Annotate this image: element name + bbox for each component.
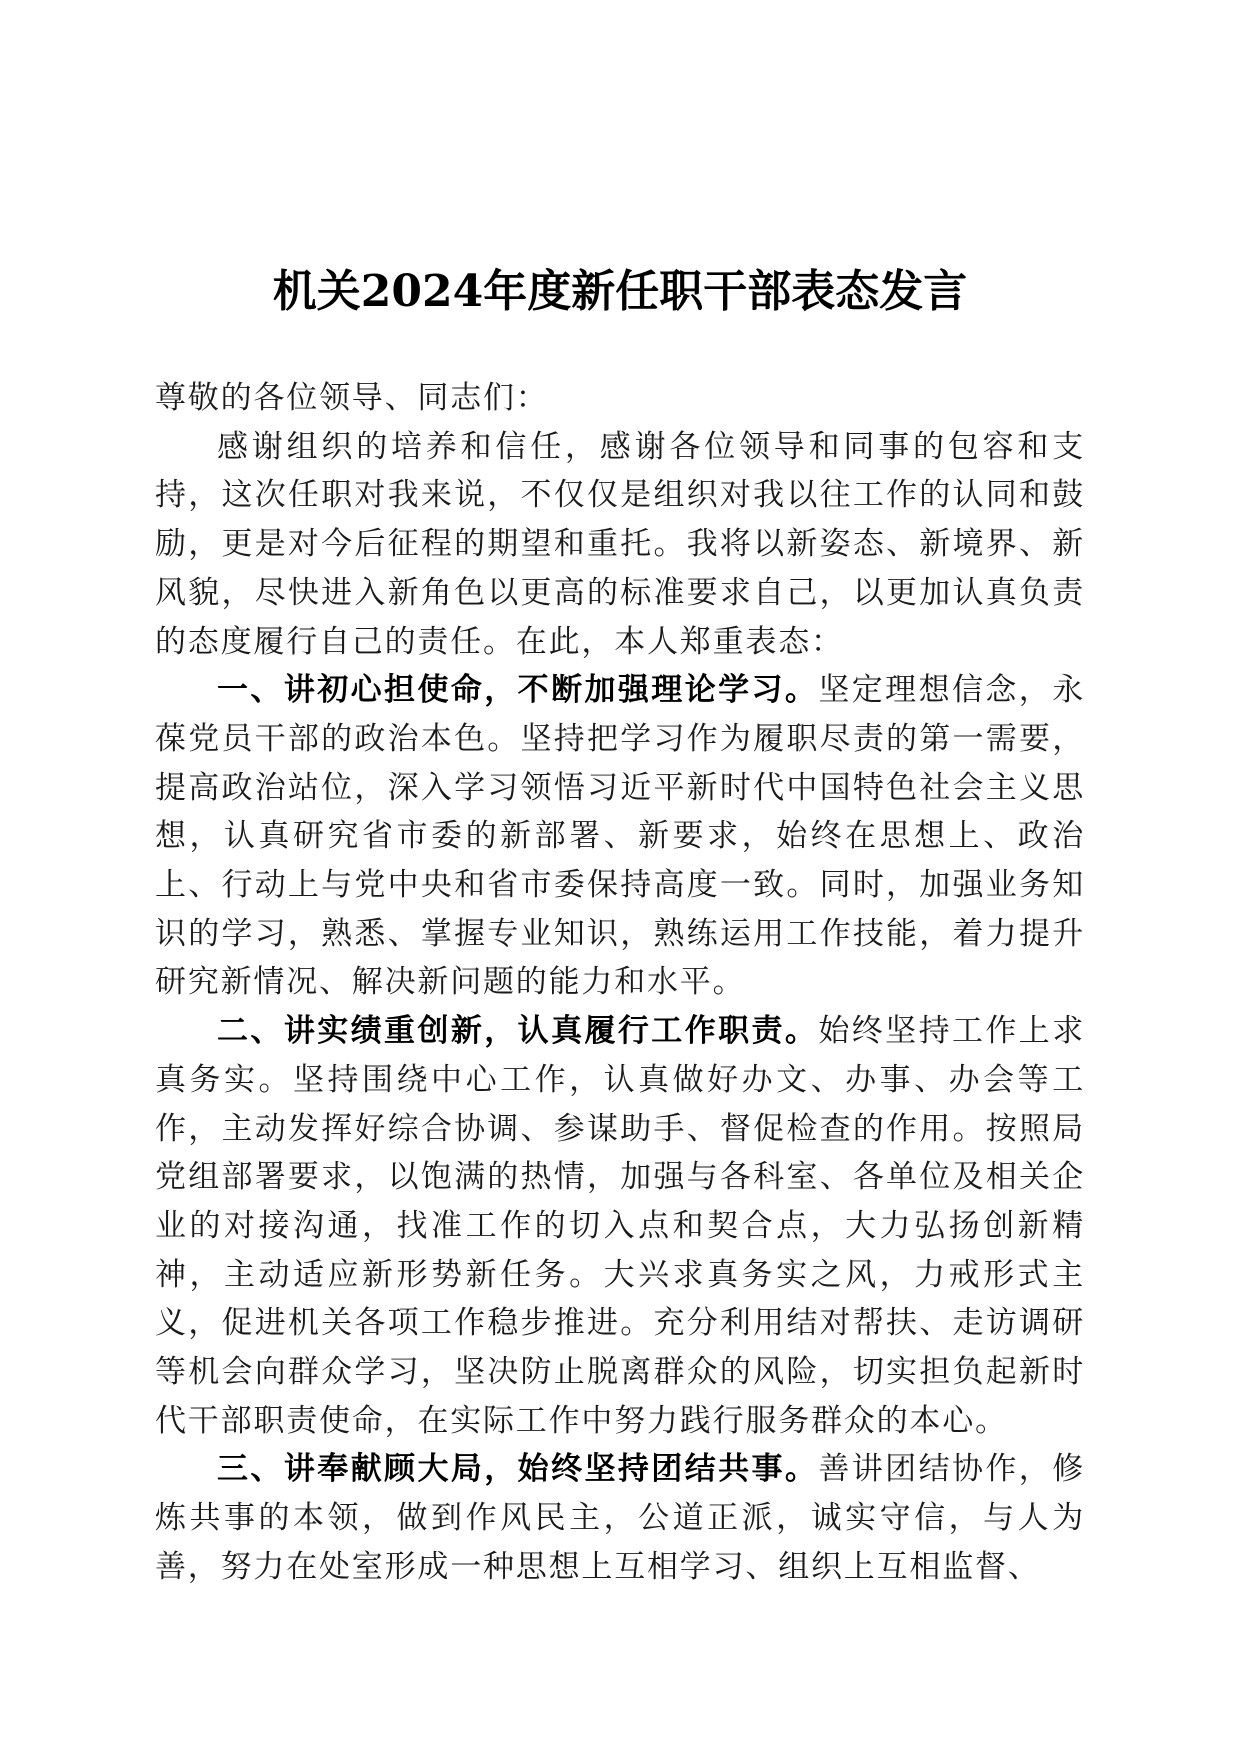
- section-paragraph-1: [155, 666, 1085, 1007]
- section-heading-1: 一、讲初心担使命，不断加强理论学习。: [217, 672, 819, 709]
- intro-paragraph: 感谢组织的培养和信任，感谢各位领导和同事的包容和支持，这次任职对我来说，不仅仅是组织对我以往工作的认同和鼓励，更是对今后征程的期望和重托。我将以新姿态、新境界、新风貌，尽快进入新角色以更高的标准要求自己，以更加认真负责的态度履行自己的责任。在此，本人郑重表态：: [155, 428, 1085, 660]
- section-heading-3: 三、讲奉献顾大局，始终坚持团结共事。: [217, 1451, 819, 1488]
- document-title: 机关2024年度新任职干部表态发言: [272, 266, 968, 317]
- section-heading-2: 二、讲实绩重创新，认真履行工作职责。: [217, 1013, 819, 1050]
- document-body: [155, 374, 1085, 1592]
- section-paragraph-2: [155, 1007, 1085, 1445]
- greeting: 尊敬的各位领导、同志们：: [155, 380, 549, 416]
- section-text-3: 善讲团结协作，修炼共事的本领，做到作风民主，公道正派，诚实守信，与人为善，努力在处室形成一种思想上互相学习、组织上互相监督、: [155, 1451, 1085, 1585]
- section-text-1: 坚定理想信念，永葆党员干部的政治本色。坚持把学习作为履职尽责的第一需要，提高政治站位，深入学习领悟习近平新时代中国特色社会主义思想，认真研究省市委的新部署、新要求，始终在思想上、政治上、行动上与党中央和省市委保持高度一致。同时，加强业务知识的学习，熟悉、掌握专业知识，熟练运用工作技能，着力提升研究新情况、解决新问题的能力和水平。: [155, 672, 1085, 1001]
- section-text-2: 始终坚持工作上求真务实。坚持围绕中心工作，认真做好办文、办事、办会等工作，主动发挥好综合协调、参谋助手、督促检查的作用。按照局党组部署要求，以饱满的热情，加强与各科室、各单位及相关企业的对接沟通，找准工作的切入点和契合点，大力弘扬创新精神，主动适应新形势新任务。大兴求真务实之风，力戒形式主义，促进机关各项工作稳步推进。充分利用结对帮扶、走访调研等机会向群众学习，坚决防止脱离群众的风险，切实担负起新时代干部职责使命，在实际工作中努力践行服务群众的本心。: [155, 1013, 1085, 1439]
- section-paragraph-3: [155, 1445, 1085, 1591]
